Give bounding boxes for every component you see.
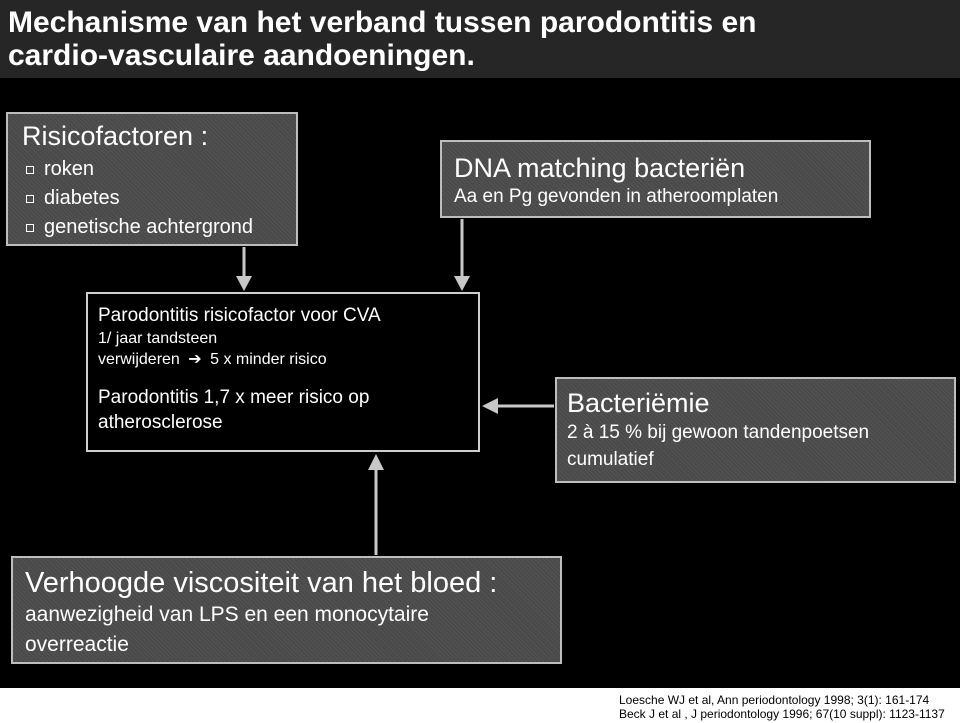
risk-item-label: roken: [44, 158, 95, 180]
arrow-head: [236, 276, 252, 291]
central-line-1: Parodontitis risicofactor voor CVA: [98, 305, 381, 326]
right-arrow-icon: ➔: [188, 351, 202, 368]
dna-text: Aa en Pg gevonden in atheroomplaten: [454, 186, 779, 207]
title-line-1: Mechanisme van het verband tussen parodontitis en: [8, 6, 757, 39]
central-line-4: Parodontitis 1,7 x meer risico op: [98, 387, 370, 408]
viscosity-heading: Verhoogde viscositeit van het bloed :: [25, 567, 498, 599]
title-line-2: cardio-vasculaire aandoeningen.: [8, 39, 475, 72]
bacteremia-heading: Bacteriëmie: [567, 388, 710, 418]
risk-factors-heading: Risicofactoren :: [22, 121, 209, 151]
arrow-head: [368, 454, 384, 470]
bacteremia-line-1: 2 à 15 % bij gewoon tandenpoetsen: [567, 422, 870, 443]
arrow-head: [482, 398, 498, 414]
central-line-2: 1/ jaar tandsteen: [98, 330, 218, 347]
reference-2: Beck J et al , J periodontology 1996; 67(10 suppl): 1123-1137: [619, 707, 945, 721]
central-line-3a: verwijderen: [98, 351, 180, 368]
reference-1: Loesche WJ et al, Ann periodontology 1998; 3(1): 161-174: [619, 693, 930, 707]
arrow-head: [454, 276, 470, 291]
central-line-5: atherosclerose: [98, 412, 223, 433]
bacteremia-line-2: cumulatief: [567, 449, 654, 470]
viscosity-line-2: overreactie: [25, 633, 129, 656]
risk-item-label: genetische achtergrond: [44, 216, 254, 238]
viscosity-line-1: aanwezigheid van LPS en een monocytaire: [25, 603, 429, 626]
central-line-3b: 5 x minder risico: [210, 351, 327, 368]
references: [619, 693, 945, 721]
dna-heading: DNA matching bacteriën: [454, 153, 746, 183]
risk-item-label: diabetes: [44, 187, 120, 209]
